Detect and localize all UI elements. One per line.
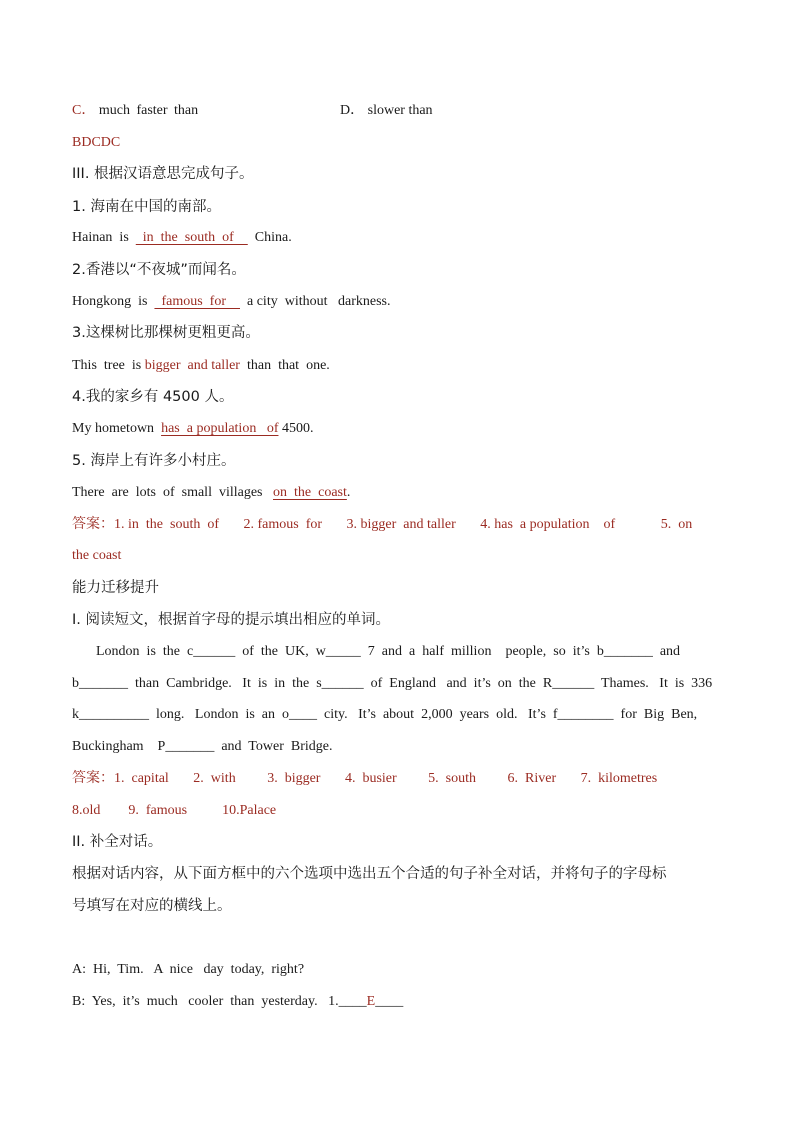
item-post: China. (247, 230, 292, 245)
choice-c-label: C． (72, 103, 96, 118)
item-en (72, 228, 734, 248)
item-post: a city without darkness. (240, 294, 391, 309)
mc-answers: BDCDC (72, 135, 121, 150)
dialogue-answer: E (366, 994, 376, 1009)
dialogue-instruction-cont: 号填写在对应的横线上。 (72, 898, 232, 914)
item-answer: has a population of (161, 421, 279, 436)
item-answer: famous for (154, 294, 240, 309)
item-answer: in the south of (135, 230, 248, 245)
section-answers-cont: the coast (72, 548, 122, 563)
item-answer: on the coast (273, 485, 347, 500)
item-pre: Hainan is (72, 230, 136, 245)
item-zh: 1. 海南在中国的南部。 (72, 199, 221, 215)
item-zh: 2.香港以“不夜城”而闻名。 (72, 262, 246, 278)
choice-d-label: D． (340, 103, 365, 118)
item-pre: This tree is (72, 358, 145, 373)
reading-heading: I. 阅读短文，根据首字母的提示填出相应的单词。 (72, 612, 390, 628)
item-zh: 5. 海岸上有许多小村庄。 (72, 453, 236, 469)
dialogue-heading: II. 补全对话。 (72, 834, 163, 850)
item-post: than that one. (239, 358, 330, 373)
section-answers: 答案：1. in the south of 2. famous for 3. bigger and taller 4. has a population of 5. on (72, 517, 693, 532)
dialogue-line-b-blank: ____ (375, 994, 404, 1009)
reading-line: k__________ long. London is an o____ city. It’s about 2,000 years old. It’s f________ for Big Ben, (72, 707, 698, 722)
item-en (72, 483, 734, 503)
dialogue-line-a: A: Hi, Tim. A nice day today, right? (72, 962, 305, 977)
item-post: 4500. (278, 421, 314, 436)
item-pre: Hongkong is (72, 294, 155, 309)
item-pre: My hometown (72, 421, 162, 436)
section-title: 能力迁移提升 (72, 580, 159, 596)
item-zh: 4.我的家乡有 4500 人。 (72, 389, 234, 405)
reading-line: London is the c______ of the UK, w_____ 7 and a half million people, so it’s b_______ and (96, 644, 681, 659)
reading-answers-cont: 8.old 9. famous 10.Palace (72, 803, 277, 818)
item-answer: bigger and taller (144, 358, 240, 373)
dialogue-line-b (72, 992, 734, 1012)
item-en (72, 292, 734, 312)
reading-answers: 答案：1. capital 2. with 3. bigger 4. busier 5. south 6. River 7. kilometres (72, 771, 658, 786)
item-pre: There are lots of small villages (72, 485, 273, 500)
choice-row (72, 101, 734, 121)
reading-line: b_______ than Cambridge. It is in the s______ of England and it’s on the R______ Thames. It is 336 (72, 676, 713, 691)
dialogue-line-b-text: B: Yes, it’s much cooler than yesterday. 1.____ (72, 994, 367, 1009)
dialogue-instruction: 根据对话内容，从下面方框中的六个选项中选出五个合适的句子补全对话，并将句子的字母标 (72, 866, 667, 882)
item-zh: 3.这棵树比那棵树更粗更高。 (72, 325, 260, 341)
reading-line: Buckingham P_______ and Tower Bridge. (72, 739, 333, 754)
section-heading: III. 根据汉语意思完成句子。 (72, 166, 254, 182)
choice-d-text: slower than (367, 103, 433, 118)
item-en (72, 356, 734, 376)
choice-c-text: much faster than (98, 103, 199, 118)
item-en (72, 419, 734, 439)
item-post: . (346, 485, 351, 500)
